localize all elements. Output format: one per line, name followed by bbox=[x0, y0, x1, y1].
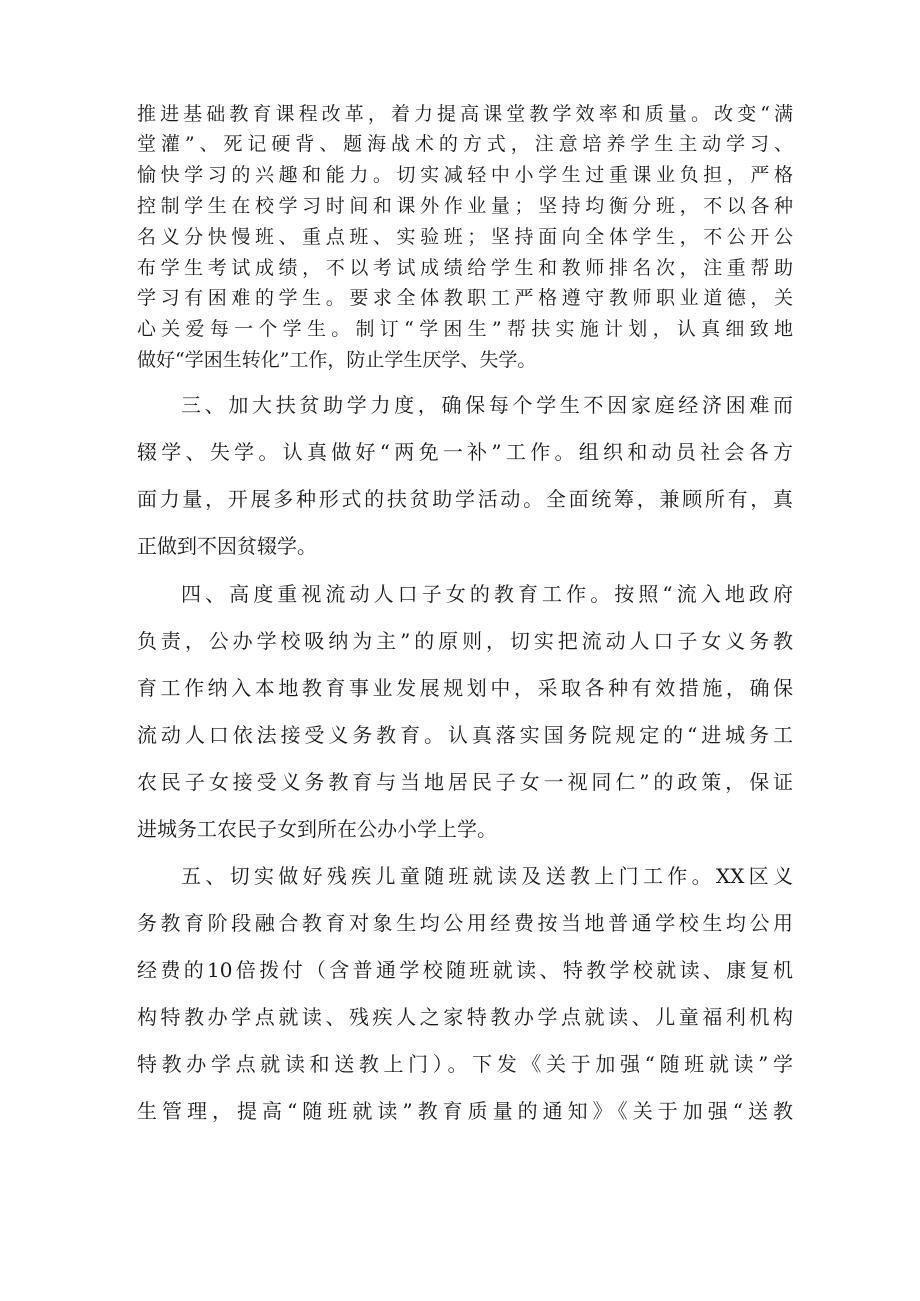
text-line: 心关爱每一个学生。制订“学困生”帮扶实施计划，认真细致地 bbox=[137, 318, 793, 340]
text-line: 学习有困难的学生。要求全体教职工严格遵守教师职业道德，关 bbox=[137, 287, 793, 309]
text-line: 推进基础教育课程改革，着力提高课堂教学效率和质量。改变“满 bbox=[137, 103, 793, 125]
text-line: 做好“学困生转化”工作，防止学生厌学、失学。 bbox=[137, 349, 537, 371]
text-line: 名义分快慢班、重点班、实验班；坚持面向全体学生，不公开公 bbox=[137, 226, 793, 248]
text-line: 经费的10倍拨付（含普通学校随班就读、特教学校就读、康复机 bbox=[137, 958, 793, 982]
text-line: 农民子女接受义务教育与当地居民子女一视同仁”的政策，保证 bbox=[137, 770, 793, 794]
text-line: 辍学、失学。认真做好“两免一补”工作。组织和动员社会各方 bbox=[137, 440, 793, 464]
text-line: 四、高度重视流动人口子女的教育工作。按照“流入地政府 bbox=[181, 582, 793, 606]
text-line: 愉快学习的兴趣和能力。切实减轻中小学生过重课业负担，严格 bbox=[137, 164, 793, 186]
text-line: 负责，公办学校吸纳为主”的原则，切实把流动人口子女义务教 bbox=[137, 629, 793, 653]
text-line: 五、切实做好残疾儿童随班就读及送教上门工作。XX区义 bbox=[181, 864, 793, 888]
text-line: 特教办学点就读和送教上门）。下发《关于加强“随班就读”学 bbox=[137, 1052, 793, 1076]
text-line: 务教育阶段融合教育对象生均公用经费按当地普通学校生均公用 bbox=[137, 911, 793, 935]
text-line: 育工作纳入本地教育事业发展规划中，采取各种有效措施，确保 bbox=[137, 676, 793, 700]
text-line: 布学生考试成绩，不以考试成绩给学生和教师排名次，注重帮助 bbox=[137, 257, 793, 279]
text-line: 构特教办学点就读、残疾人之家特教办学点就读、儿童福利机构 bbox=[137, 1005, 793, 1029]
text-line: 正做到不因贫辍学。 bbox=[137, 534, 317, 558]
text-line: 生管理，提高“随班就读”教育质量的通知》《关于加强“送教 bbox=[137, 1099, 793, 1123]
text-line: 流动人口依法接受义务教育。认真落实国务院规定的“进城务工 bbox=[137, 723, 793, 747]
text-line: 三、加大扶贫助学力度，确保每个学生不因家庭经济困难而 bbox=[181, 393, 793, 417]
text-line: 控制学生在校学习时间和课外作业量；坚持均衡分班，不以各种 bbox=[137, 195, 793, 217]
text-line: 进城务工农民子女到所在公办小学上学。 bbox=[137, 817, 497, 841]
text-line: 堂灌”、死记硬背、题海战术的方式，注意培养学生主动学习、 bbox=[137, 133, 793, 155]
text-line: 面力量，开展多种形式的扶贫助学活动。全面统筹，兼顾所有，真 bbox=[137, 487, 793, 511]
